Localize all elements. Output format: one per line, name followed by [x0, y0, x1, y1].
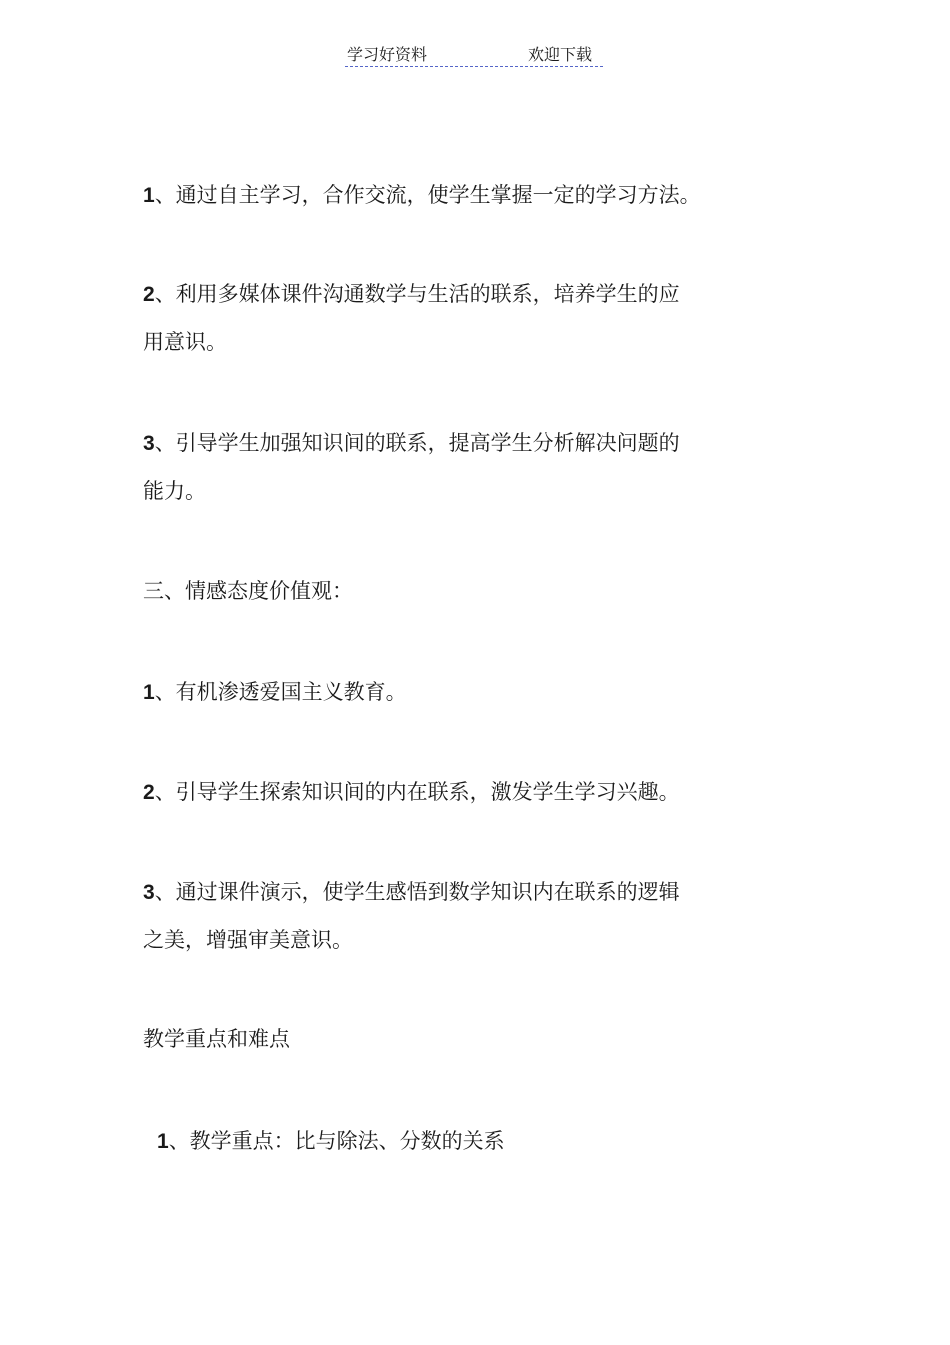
- item-number: 2: [143, 781, 155, 804]
- item-number: 3: [143, 432, 155, 455]
- line-text: 、有机渗透爱国主义教育。: [154, 680, 407, 704]
- line-text: 、引导学生探索知识间的内在联系，激发学生学习兴趣。: [154, 780, 680, 804]
- line-text: 之美，增强审美意识。: [143, 928, 353, 952]
- item-number: 1: [143, 681, 155, 704]
- section-title: 教学重点和难点: [143, 1027, 290, 1051]
- emotion-line-3-cont: [143, 925, 353, 955]
- item-number: 1: [143, 184, 155, 207]
- section-heading-emotion: [143, 576, 353, 606]
- section-title: 三、情感态度价值观：: [143, 579, 353, 603]
- page-header: [345, 40, 603, 67]
- line-text: 用意识。: [143, 330, 227, 354]
- section-heading-key-points: [143, 1024, 290, 1054]
- header-left-text: 学习好资料: [347, 45, 428, 64]
- header-right-text: 欢迎下载: [528, 45, 593, 64]
- emotion-line-1: [143, 677, 407, 708]
- key-point-line-1: [157, 1126, 505, 1157]
- objective-line-1: [143, 180, 701, 211]
- item-number: 2: [143, 283, 155, 306]
- line-text: 能力。: [143, 479, 206, 503]
- objective-line-2-cont: [143, 327, 227, 357]
- line-text: 、利用多媒体课件沟通数学与生活的联系，培养学生的应: [154, 282, 680, 306]
- emotion-line-2: [143, 777, 680, 808]
- emotion-line-3: [143, 877, 680, 908]
- objective-line-3: [143, 428, 680, 459]
- line-text: 、引导学生加强知识间的联系，提高学生分析解决问题的: [154, 431, 680, 455]
- item-number: 3: [143, 881, 155, 904]
- line-text: 、通过自主学习，合作交流，使学生掌握一定的学习方法。: [154, 183, 701, 207]
- objective-line-3-cont: [143, 476, 206, 506]
- objective-line-2: [143, 279, 680, 310]
- line-text: 、教学重点：比与除法、分数的关系: [168, 1129, 505, 1153]
- line-text: 、通过课件演示，使学生感悟到数学知识内在联系的逻辑: [154, 880, 680, 904]
- item-number: 1: [157, 1130, 169, 1153]
